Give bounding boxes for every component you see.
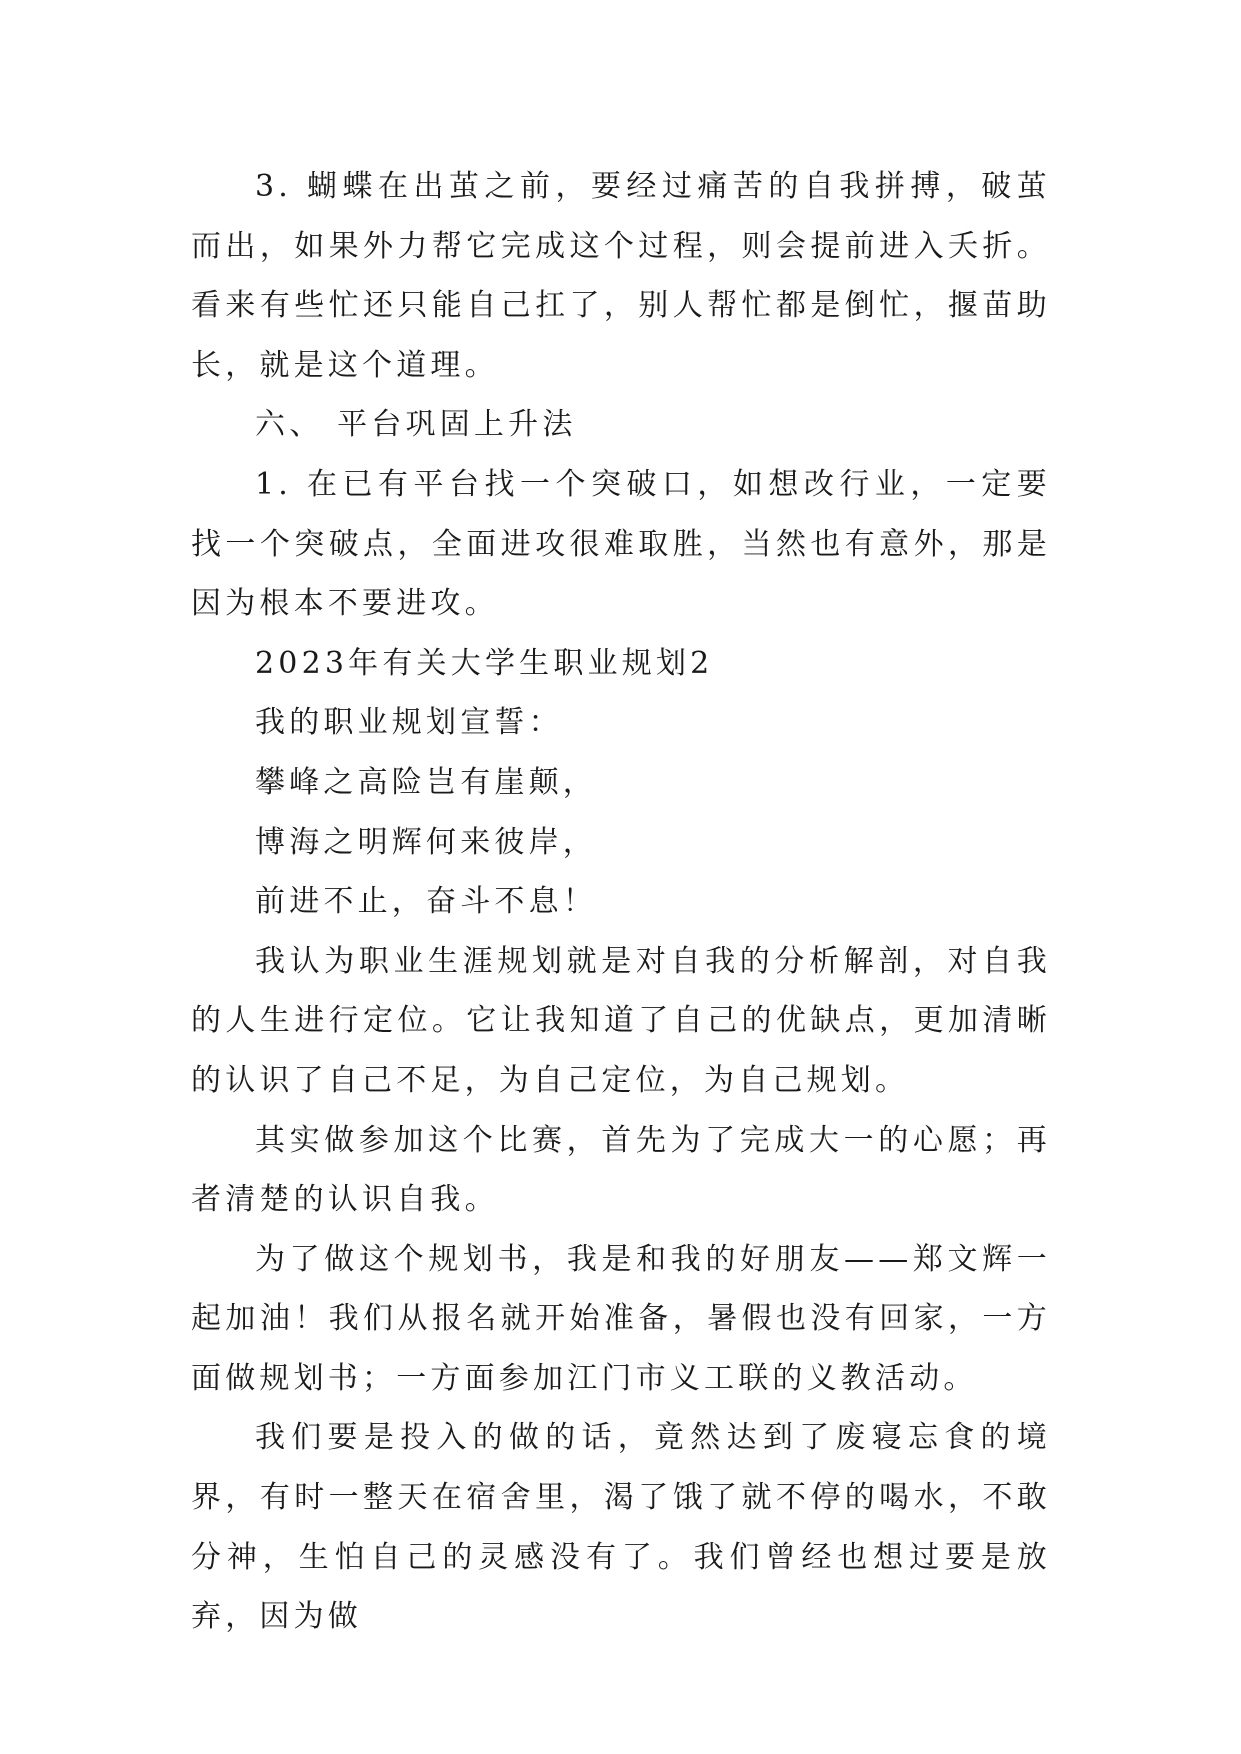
section-heading-platform: 六、 平台巩固上升法	[255, 407, 577, 443]
oath-line-1: 攀峰之高险岂有崖颠，	[255, 764, 597, 800]
oath-line-3: 前进不止，奋斗不息！	[255, 884, 597, 920]
article-title: 2023年有关大学生职业规划2	[255, 645, 714, 681]
paragraph-dedication: 我们要是投入的做的话，竟然达到了废寝忘食的境界，有时一整天在宿舍里，渴了饿了就不停的喝水，不敢分神，生怕自己的灵感没有了。我们曾经也想过要是放弃，因为做	[191, 1420, 1051, 1635]
document-body	[191, 157, 1051, 1647]
paragraph-butterfly: 3. 蝴蝶在出茧之前，要经过痛苦的自我拼搏，破茧而出，如果外力帮它完成这个过程，则会提前进入夭折。看来有些忙还只能自己扛了，别人帮忙都是倒忙，揠苗助长，就是这个道理。	[191, 169, 1051, 383]
oath-line-2: 博海之明辉何来彼岸，	[255, 824, 597, 860]
paragraph-preparation: 为了做这个规划书，我是和我的好朋友——郑文辉一起加油！我们从报名就开始准备，暑假也没有回家，一方面做规划书；一方面参加江门市义工联的义教活动。	[191, 1241, 1051, 1396]
paragraph-self-analysis: 我认为职业生涯规划就是对自我的分析解剖，对自我的人生进行定位。它让我知道了自己的优缺点，更加清晰的认识了自己不足，为自己定位，为自己规划。	[191, 943, 1051, 1098]
paragraph-competition: 其实做参加这个比赛，首先为了完成大一的心愿；再者清楚的认识自我。	[191, 1122, 1051, 1218]
oath-heading: 我的职业规划宣誓：	[255, 705, 563, 741]
paragraph-breakthrough: 1. 在已有平台找一个突破口，如想改行业，一定要找一个突破点，全面进攻很难取胜，当然也有意外，那是因为根本不要进攻。	[191, 466, 1051, 622]
